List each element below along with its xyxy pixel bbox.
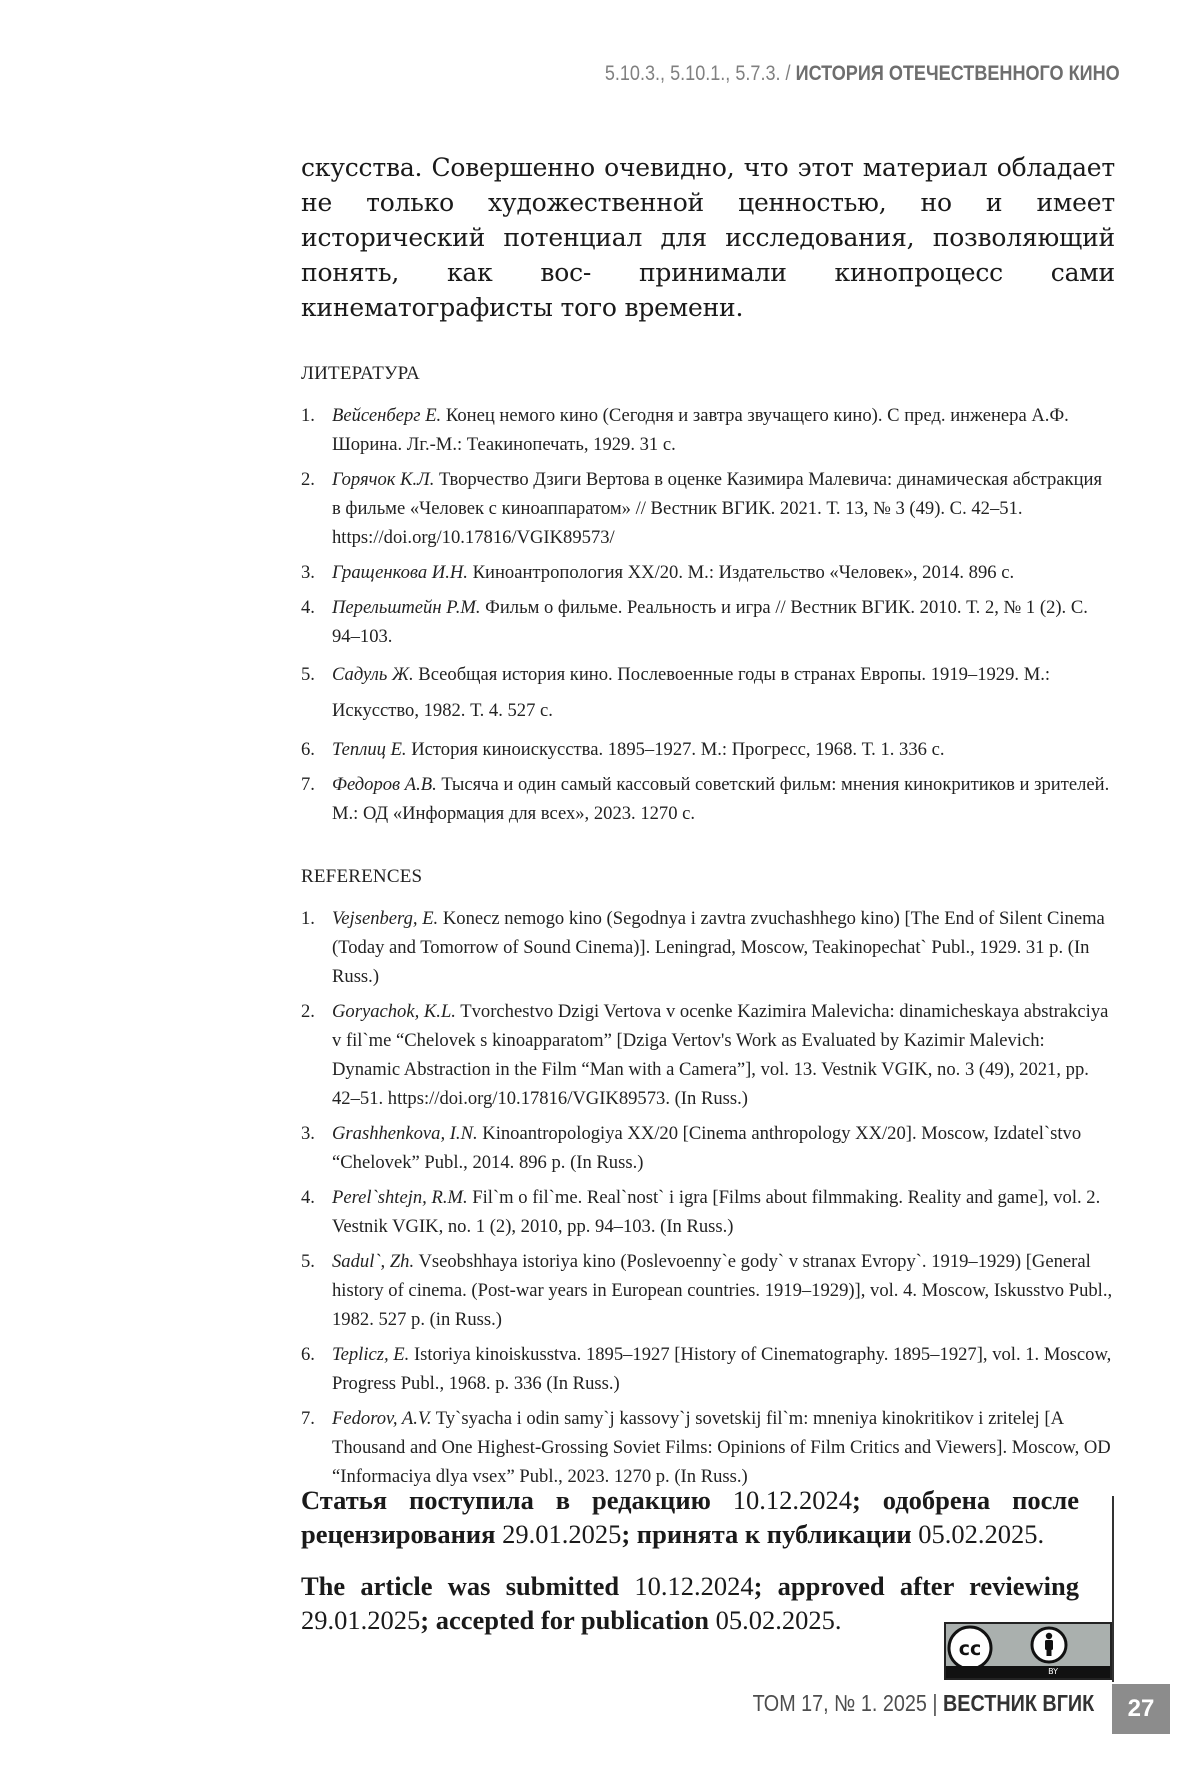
literature-item-number: 7. [301, 774, 315, 795]
received-en-date-3: 05.02.2025 [715, 1605, 835, 1635]
cc-icon [949, 1627, 991, 1669]
section-title: ИСТОРИЯ ОТЕЧЕСТВЕННОГО КИНО [795, 62, 1120, 85]
references-heading: REFERENCES [301, 866, 423, 887]
received-en-date-1: 10.12.2024 [634, 1571, 754, 1601]
literature-list [301, 401, 1115, 828]
reference-item [301, 997, 1115, 1113]
literature-item [301, 770, 1115, 828]
reference-item-author: Fedorov, A.V. [332, 1408, 432, 1429]
reference-item-number: 2. [301, 1001, 315, 1022]
literature-item-number: 3. [301, 562, 315, 583]
literature-item-number: 1. [301, 405, 315, 426]
reference-item-number: 3. [301, 1123, 315, 1144]
svg-text:cc: cc [958, 1638, 982, 1660]
reference-item-author: Vejsenberg, E. [332, 908, 439, 929]
cc-by-license-badge[interactable] [944, 1622, 1112, 1680]
reference-item-text: Konecz nemogo kino (Segodnya i zavtra zvuchashhego kino) [The End of Silent Cinema (Today and Tomorrow of Sound Cinema)]. Leningrad, Moscow, Teakinopechat` Publ., 1929. 31 p. (In Russ.) [332, 908, 1105, 987]
literature-item-text: Фильм о фильме. Реальность и игра // Вестник ВГИК. 2010. Т. 2, № 1 (2). С. 94–103. [332, 597, 1088, 647]
lead-paragraph: скусства. Совершенно очевидно, что этот материал обладает не только художественной ценностью, но и имеет исторический потенциал для исследования, позволяющий понять, как вос- принимали кинопроцесс сами кинематографисты того времени. [301, 153, 1115, 322]
received-ru-label-2: ; одобрена после рецензирования [301, 1485, 1079, 1549]
literature-item [301, 593, 1115, 651]
reference-item-author: Sadul`, Zh. [332, 1251, 415, 1272]
reference-item-author: Goryachok, K.L. [332, 1001, 456, 1022]
received-ru-date-1: 10.12.2024 [732, 1485, 853, 1515]
literature-item-author: Перельштейн Р.М. [332, 597, 481, 618]
reference-item-text: Fil`m o fil`me. Real`nost` i igra [Films about filmmaking. Reality and game], vol. 2. Vestnik VGIK, no. 1 (2), 2010, pp. 94–103. (In Russ.) [332, 1187, 1101, 1237]
reference-item [301, 1247, 1115, 1334]
reference-item [301, 1183, 1115, 1241]
literature-item-author: Вейсенберг Е. [332, 405, 442, 426]
reference-item-number: 1. [301, 908, 315, 929]
received-en-label-2: ; approved after reviewing [753, 1571, 1080, 1601]
received-ru-end: . [1037, 1519, 1045, 1549]
literature-item-text: Конец немого кино (Сегодня и завтра звучащего кино). С пред. инженера А.Ф. Шорина. Лг.-М.: Теакинопечать, 1929. 31 с. [332, 405, 1069, 455]
license-strip [946, 1666, 1110, 1678]
page-number: 27 [1112, 1684, 1170, 1734]
literature-item [301, 657, 1115, 729]
reference-item-number: 5. [301, 1251, 315, 1272]
received-ru-label-3: ; принята к публикации [621, 1519, 912, 1549]
received-ru-label-1: Статья поступила в редакцию [301, 1485, 711, 1515]
reference-item-text: Tvorchestvo Dzigi Vertova v ocenke Kazimira Malevicha: dinamicheskaya abstrakciya v fil`me “Chelovek s kinoapparatom” [Dziga Vertov's Work as Evaluated by Kazimir Malevich: Dynamic Abstraction in the Film “Man with a Camera”], vol. 13. Vestnik VGIK, no. 3 (49), 2021, pp. 42–51. https://doi.org/10.17816/VGIK89573. (In Russ.) [332, 1001, 1109, 1109]
literature-item-number: 2. [301, 469, 315, 490]
literature-item-text: История киноискусства. 1895–1927. М.: Прогресс, 1968. Т. 1. 336 с. [406, 739, 945, 760]
reference-item-number: 6. [301, 1344, 315, 1365]
main-content [301, 150, 1115, 1497]
literature-item-author: Теплиц Е. [332, 739, 407, 760]
reference-item-text: Kinoantropologiya XX/20 [Cinema anthropology XX/20]. Moscow, Izdatel`stvo “Chelovek” Publ., 2014. 896 p. (In Russ.) [332, 1123, 1082, 1173]
received-ru-date-2: 29.01.2025 [502, 1519, 622, 1549]
side-rule [1112, 1496, 1114, 1682]
literature-item-number: 4. [301, 597, 315, 618]
literature-item-text: Киноантропология ХХ/20. М.: Издательство «Человек», 2014. 896 с. [467, 562, 1015, 583]
reference-item-author: Perel`shtejn, R.M. [332, 1187, 468, 1208]
license-by-label: BY [1048, 1667, 1058, 1676]
received-en-label-3: ; accepted for publication [420, 1605, 710, 1635]
literature-item [301, 735, 1115, 764]
reference-item-text: Istoriya kinoiskusstva. 1895–1927 [History of Cinematography. 1895–1927], vol. 1. Moscow, Progress Publ., 1968. p. 336 (In Russ.) [332, 1344, 1112, 1394]
reference-item [301, 904, 1115, 991]
reference-item-author: Grashhenkova, I.N. [332, 1123, 478, 1144]
literature-item-text: Всеобщая история кино. Послевоенные годы в странах Европы. 1919–1929. М.: Искусство, 1982. Т. 4. 527 с. [332, 664, 1051, 721]
running-head [605, 62, 1120, 86]
literature-item [301, 401, 1115, 459]
reference-item [301, 1119, 1115, 1177]
received-ru-date-3: 05.02.2025 [918, 1519, 1038, 1549]
literature-item [301, 558, 1115, 587]
issue-info: ТОМ 17, № 1. 2025 | [752, 1690, 943, 1716]
reference-item-text: Vseobshhaya istoriya kino (Poslevoenny`e gody` v stranax Evropy`. 1919–1929) [General history of cinema. (Post-war years in European countries. 1919–1929)], vol. 4. Moscow, Iskusstvo Publ., 1982. 527 p. (in Russ.) [332, 1251, 1113, 1330]
literature-item-author: Садуль Ж. [332, 664, 414, 685]
literature-item-author: Гращенкова И.Н. [332, 562, 468, 583]
literature-heading: ЛИТЕРАТУРА [301, 363, 420, 384]
journal-name: ВЕСТНИК ВГИК [942, 1690, 1094, 1716]
reference-item-number: 7. [301, 1408, 315, 1429]
reference-item [301, 1340, 1115, 1398]
literature-item-text: Тысяча и один самый кассовый советский фильм: мнения кинокритиков и зрителей. М.: ОД «Информация для всех», 2023. 1270 с. [332, 774, 1110, 824]
received-en-date-2: 29.01.2025 [301, 1605, 421, 1635]
section-codes: 5.10.3., 5.10.1., 5.7.3. / [605, 62, 791, 85]
reference-item [301, 1404, 1115, 1491]
reference-item-author: Teplicz, E. [332, 1344, 410, 1365]
page-footer [752, 1690, 1094, 1717]
literature-item-text: Творчество Дзиги Вертова в оценке Казимира Малевича: динамическая абстракция в фильме «Человек с киноаппаратом» // Вестник ВГИК. 2021. Т. 13, № 3 (49). С. 42–51. https://doi.org/10.17816/VGIK89573/ [332, 469, 1103, 548]
literature-item-author: Горячок К.Л. [332, 469, 435, 490]
literature-item-number: 6. [301, 739, 315, 760]
received-en-end: . [834, 1605, 842, 1635]
received-en-label-1: The article was submitted [301, 1571, 620, 1601]
literature-item [301, 465, 1115, 552]
reference-item-text: Ty`syacha i odin samy`j kassovy`j sovetskij fil`m: mneniya kinokritikov i zritelej [A Thousand and One Highest-Grossing Soviet Films: Opinions of Film Critics and Viewers]. Moscow, OD “Informaciya dlya vsex” Publ., 2023. 1270 p. (In Russ.) [332, 1408, 1111, 1487]
references-list [301, 904, 1115, 1491]
reference-item-number: 4. [301, 1187, 315, 1208]
literature-item-author: Федоров А.В. [332, 774, 437, 795]
submission-info-ru [301, 1483, 1079, 1551]
literature-item-number: 5. [301, 664, 315, 685]
person-icon [1032, 1628, 1066, 1662]
